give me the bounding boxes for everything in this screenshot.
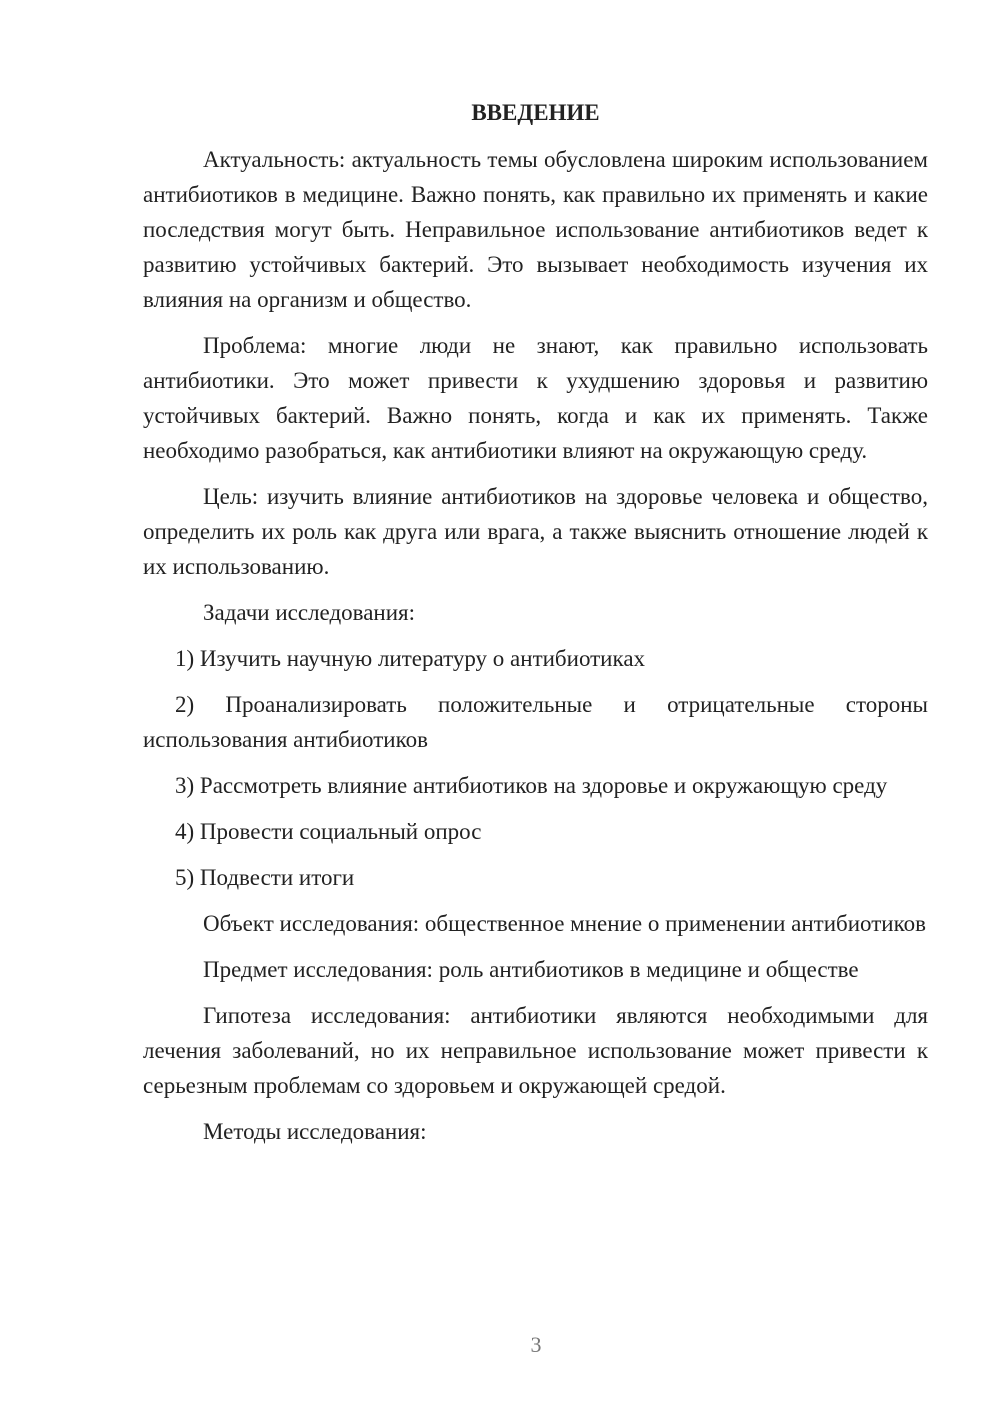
page-number: 3 <box>530 1332 542 1357</box>
paragraph-tasks-heading: Задачи исследования: <box>203 600 416 625</box>
paragraph-subject: Предмет исследования: роль антибиотиков в медицине и обществе <box>203 957 859 982</box>
paragraph-problem: Проблема: многие люди не знают, как правильно использовать антибиотики. Это может привести к ухудшению здоровья и развитию устойчивых бактерий. Важно понять, когда и как их применять. Также необходимо разобраться, как антибиотики влияют на окружающую среду. <box>143 333 928 463</box>
paragraph-methods: Методы исследования: <box>203 1119 427 1144</box>
task-item-5: 5) Подвести итоги <box>175 865 355 890</box>
paragraph-object: Объект исследования: общественное мнение о применении антибиотиков <box>203 911 926 936</box>
paragraph-relevance: Актуальность: актуальность темы обусловлена широким использованием антибиотиков в медицине. Важно понять, как правильно их применять и какие последствия могут быть. Неправильное использование антибиотиков ведет к развитию устойчивых бактерий. Это вызывает необходимость изучения их влияния на организм и общество. <box>143 147 928 312</box>
task-item-2: 2) Проанализировать положительные и отрицательные стороны использования антибиотиков <box>143 692 928 752</box>
task-item-1: 1) Изучить научную литературу о антибиотиках <box>175 646 646 671</box>
page-content <box>143 95 928 1160</box>
task-item-3: 3) Рассмотреть влияние антибиотиков на здоровье и окружающую среду <box>175 773 888 798</box>
section-title: ВВЕДЕНИЕ <box>471 100 600 125</box>
paragraph-hypothesis: Гипотеза исследования: антибиотики являются необходимыми для лечения заболеваний, но их неправильное использование может привести к серьезным проблемам со здоровьем и окружающей средой. <box>143 1003 928 1098</box>
paragraph-goal: Цель: изучить влияние антибиотиков на здоровье человека и общество, определить их роль как друга или врага, а также выяснить отношение людей к их использованию. <box>143 484 928 579</box>
task-item-4: 4) Провести социальный опрос <box>175 819 482 844</box>
